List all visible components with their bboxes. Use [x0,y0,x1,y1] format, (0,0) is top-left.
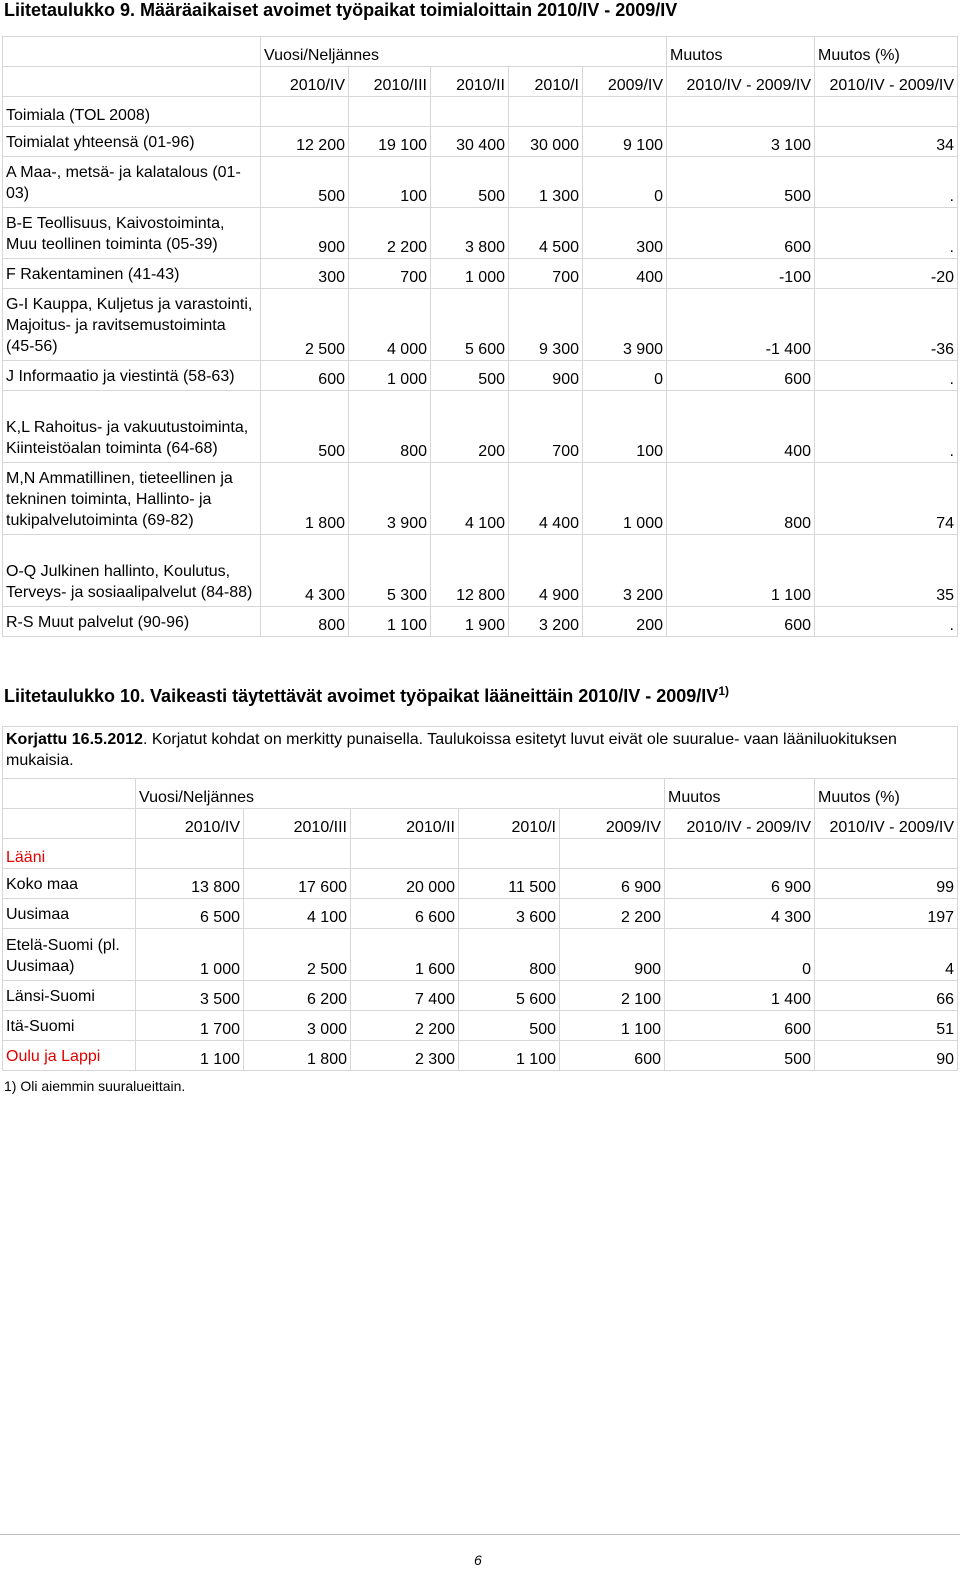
row-header: Lääni [3,839,136,869]
cell: 34 [815,127,958,157]
cell: 51 [815,1011,958,1041]
cell: 9 100 [583,127,667,157]
change-period-header: 2010/IV - 2009/IV [665,809,815,839]
change-pct-header: Muutos (%) [815,37,958,67]
cell: 19 100 [349,127,431,157]
cell: 1 100 [667,535,815,607]
cell: 500 [667,157,815,208]
cell: 1 000 [349,361,431,391]
table-row [3,1041,958,1071]
row-label: B-E Teollisuus, Kaivostoiminta, Muu teollinen toiminta (05-39) [3,208,261,259]
table-row [3,208,958,259]
cell: 1 100 [349,607,431,637]
cell: 2 200 [351,1011,459,1041]
cell: 1 700 [136,1011,244,1041]
cell: 1 900 [431,607,509,637]
cell: 600 [261,361,349,391]
cell: 5 600 [431,289,509,361]
cell: . [815,361,958,391]
row-header: Toimiala (TOL 2008) [3,97,261,127]
cell: 300 [583,208,667,259]
cell: 74 [815,463,958,535]
cell: 500 [431,361,509,391]
cell: 1 800 [261,463,349,535]
table-row [3,361,958,391]
cell: 1 000 [431,259,509,289]
cell: 2 200 [349,208,431,259]
table-row [3,929,958,981]
cell: 900 [509,361,583,391]
period-header: 2009/IV [583,67,667,97]
cell: 3 000 [244,1011,351,1041]
cell: 700 [509,259,583,289]
cell: 600 [667,208,815,259]
cell: 4 300 [665,899,815,929]
row-label: R-S Muut palvelut (90-96) [3,607,261,637]
change-pct-period-header: 2010/IV - 2009/IV [815,809,958,839]
cell: 200 [431,391,509,463]
footnote: 1) Oli aiemmin suuralueittain. [4,1078,186,1094]
table-row [3,981,958,1011]
change-header: Muutos [667,37,815,67]
table-row [3,391,958,463]
table-row [3,869,958,899]
period-group-header: Vuosi/Neljännes [261,37,667,67]
row-label: G-I Kauppa, Kuljetus ja varastointi, Majoitus- ja ravitsemustoiminta (45-56) [3,289,261,361]
cell: 400 [667,391,815,463]
cell: 4 500 [509,208,583,259]
cell: 2 500 [244,929,351,981]
cell: -20 [815,259,958,289]
table-row [3,289,958,361]
cell: 7 400 [351,981,459,1011]
cell: 4 100 [244,899,351,929]
cell: 3 200 [509,607,583,637]
cell: 4 400 [509,463,583,535]
change-period-header: 2010/IV - 2009/IV [667,67,815,97]
cell: 3 900 [583,289,667,361]
header-blank [3,779,136,809]
row-label: Koko maa [3,869,136,899]
table-row [3,463,958,535]
cell: 2 500 [261,289,349,361]
cell: 700 [349,259,431,289]
cell: . [815,391,958,463]
cell: 1 000 [583,463,667,535]
cell: 1 100 [560,1011,665,1041]
cell: 400 [583,259,667,289]
page-number: 6 [474,1552,482,1568]
cell: 800 [349,391,431,463]
period-header: 2010/I [459,809,560,839]
header-blank [3,67,261,97]
table10-title: Liitetaulukko 10. Vaikeasti täytettävät avoimet työpaikat lääneittäin 2010/IV - 2009/IV$^{1)}$ [4,684,729,706]
change-pct-header: Muutos (%) [815,779,958,809]
period-header: 2010/III [244,809,351,839]
cell: 600 [560,1041,665,1071]
table-row [3,535,958,607]
cell: 13 800 [136,869,244,899]
period-header: 2010/IV [261,67,349,97]
cell: 9 300 [509,289,583,361]
cell: . [815,208,958,259]
period-header: 2009/IV [560,809,665,839]
cell: 600 [667,361,815,391]
cell: 12 800 [431,535,509,607]
cell: 900 [560,929,665,981]
cell: 3 500 [136,981,244,1011]
cell: 30 400 [431,127,509,157]
cell: 600 [667,607,815,637]
cell: 4 000 [349,289,431,361]
table-row [3,127,958,157]
header-blank [3,809,136,839]
cell: 500 [459,1011,560,1041]
cell: 1 100 [459,1041,560,1071]
period-header: 2010/III [349,67,431,97]
cell: 6 200 [244,981,351,1011]
cell: 200 [583,607,667,637]
table9 [2,36,958,637]
cell: 500 [261,391,349,463]
header-blank [3,37,261,67]
cell: 6 500 [136,899,244,929]
cell: -36 [815,289,958,361]
table9-title: Liitetaulukko 9. Määräaikaiset avoimet työpaikat toimialoittain 2010/IV - 2009/IV [4,0,678,20]
table-row [3,607,958,637]
period-group-header: Vuosi/Neljännes [136,779,665,809]
period-header: 2010/I [509,67,583,97]
cell: 35 [815,535,958,607]
cell: 66 [815,981,958,1011]
cell: 1 800 [244,1041,351,1071]
cell: 800 [459,929,560,981]
period-header: 2010/IV [136,809,244,839]
cell: 30 000 [509,127,583,157]
footnote-marker: 1) [718,684,729,698]
cell: 100 [583,391,667,463]
row-label: F Rakentaminen (41-43) [3,259,261,289]
row-label: A Maa-, metsä- ja kalatalous (01-03) [3,157,261,208]
cell: 3 100 [667,127,815,157]
cell: 12 200 [261,127,349,157]
row-label: K,L Rahoitus- ja vakuutustoiminta, Kiinteistöalan toiminta (64-68) [3,391,261,463]
cell: 800 [261,607,349,637]
cell: 800 [667,463,815,535]
cell: 2 200 [560,899,665,929]
cell: 500 [261,157,349,208]
cell: 4 [815,929,958,981]
cell: 1 300 [509,157,583,208]
table-row [3,1011,958,1041]
cell: 900 [261,208,349,259]
cell: 6 900 [665,869,815,899]
cell: 4 100 [431,463,509,535]
cell: -100 [667,259,815,289]
cell: 0 [665,929,815,981]
cell: 17 600 [244,869,351,899]
cell: 3 200 [583,535,667,607]
period-header: 2010/II [351,809,459,839]
cell: 500 [431,157,509,208]
row-label: Länsi-Suomi [3,981,136,1011]
row-label: M,N Ammatillinen, tieteellinen ja tekninen toiminta, Hallinto- ja tukipalvelutoiminta (69-82) [3,463,261,535]
correction-note-date: Korjattu 16.5.2012 [6,731,143,748]
cell: 11 500 [459,869,560,899]
cell: 1 400 [665,981,815,1011]
cell: 1 000 [136,929,244,981]
table10 [2,726,958,1071]
cell: 3 900 [349,463,431,535]
table-row [3,259,958,289]
correction-note [3,727,958,779]
cell: 0 [583,157,667,208]
row-label: Oulu ja Lappi [3,1041,136,1071]
cell: 6 900 [560,869,665,899]
cell: . [815,607,958,637]
cell: 5 300 [349,535,431,607]
row-label: Toimialat yhteensä (01-96) [3,127,261,157]
cell: 500 [665,1041,815,1071]
cell: 3 600 [459,899,560,929]
cell: 4 300 [261,535,349,607]
row-label: O-Q Julkinen hallinto, Koulutus, Terveys- ja sosiaalipalvelut (84-88) [3,535,261,607]
period-header: 2010/II [431,67,509,97]
cell: 197 [815,899,958,929]
cell: 20 000 [351,869,459,899]
cell: 5 600 [459,981,560,1011]
correction-note-text: . Korjatut kohdat on merkitty punaisella. Taulukoissa esitetyt luvut eivät ole suuralue- vaan lääniluokituksen mukaisia. [6,731,897,769]
table-row [3,899,958,929]
cell: -1 400 [667,289,815,361]
cell: 100 [349,157,431,208]
cell: . [815,157,958,208]
cell: 99 [815,869,958,899]
cell: 1 100 [136,1041,244,1071]
cell: 90 [815,1041,958,1071]
cell: 2 300 [351,1041,459,1071]
cell: 3 800 [431,208,509,259]
row-label: Uusimaa [3,899,136,929]
cell: 300 [261,259,349,289]
change-header: Muutos [665,779,815,809]
change-pct-period-header: 2010/IV - 2009/IV [815,67,958,97]
row-label: Etelä-Suomi (pl. Uusimaa) [3,929,136,981]
row-label: Itä-Suomi [3,1011,136,1041]
cell: 2 100 [560,981,665,1011]
cell: 1 600 [351,929,459,981]
cell: 700 [509,391,583,463]
cell: 0 [583,361,667,391]
cell: 6 600 [351,899,459,929]
cell: 600 [665,1011,815,1041]
footer-divider [0,1534,960,1535]
cell: 4 900 [509,535,583,607]
row-label: J Informaatio ja viestintä (58-63) [3,361,261,391]
table-row [3,157,958,208]
